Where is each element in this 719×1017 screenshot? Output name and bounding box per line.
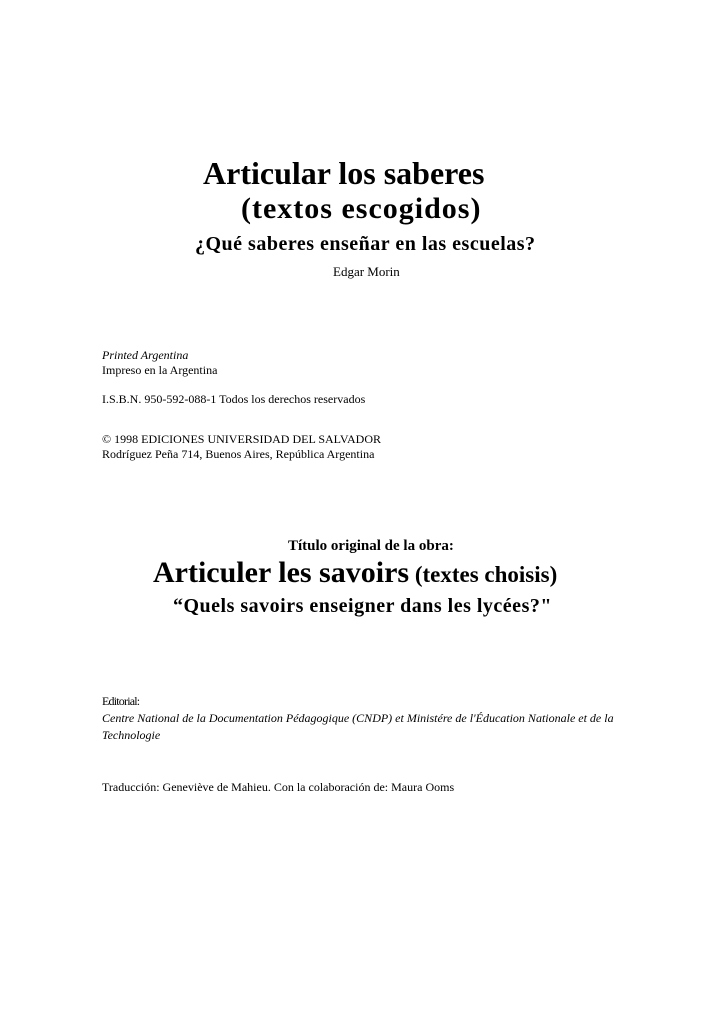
- original-title-label: Título original de la obra:: [288, 538, 454, 554]
- original-title-sub: (textes choisis): [409, 562, 558, 587]
- book-subtitle: (textos escogidos): [241, 192, 482, 225]
- copyright-line: © 1998 EDICIONES UNIVERSIDAD DEL SALVADOR: [102, 432, 382, 446]
- book-question: ¿Qué saberes enseñar en las escuelas?: [195, 233, 536, 255]
- address-line: Rodríguez Peña 714, Buenos Aires, República Argentina: [102, 447, 375, 461]
- book-title: Articular los saberes: [203, 155, 485, 191]
- impreso-line: Impreso en la Argentina: [102, 363, 218, 377]
- author-name: Edgar Morin: [333, 264, 400, 279]
- printed-line: Printed Argentina: [102, 348, 189, 362]
- translation-line: Traducción: Geneviève de Mahieu. Con la colaboración de: Maura Ooms: [102, 780, 455, 794]
- editorial-body: Centre National de la Documentation Pédagogique (CNDP) et Ministére de l'Éducation Nationale et de la Technologie: [102, 711, 614, 742]
- original-title: [153, 556, 557, 590]
- original-title-main: Articuler les savoirs: [153, 556, 410, 589]
- editorial-label: Editorial:: [102, 694, 140, 708]
- isbn-line: I.S.B.N. 950-592-088-1 Todos los derechos reservados: [102, 392, 366, 406]
- original-question: “Quels savoirs enseigner dans les lycées?": [173, 595, 552, 617]
